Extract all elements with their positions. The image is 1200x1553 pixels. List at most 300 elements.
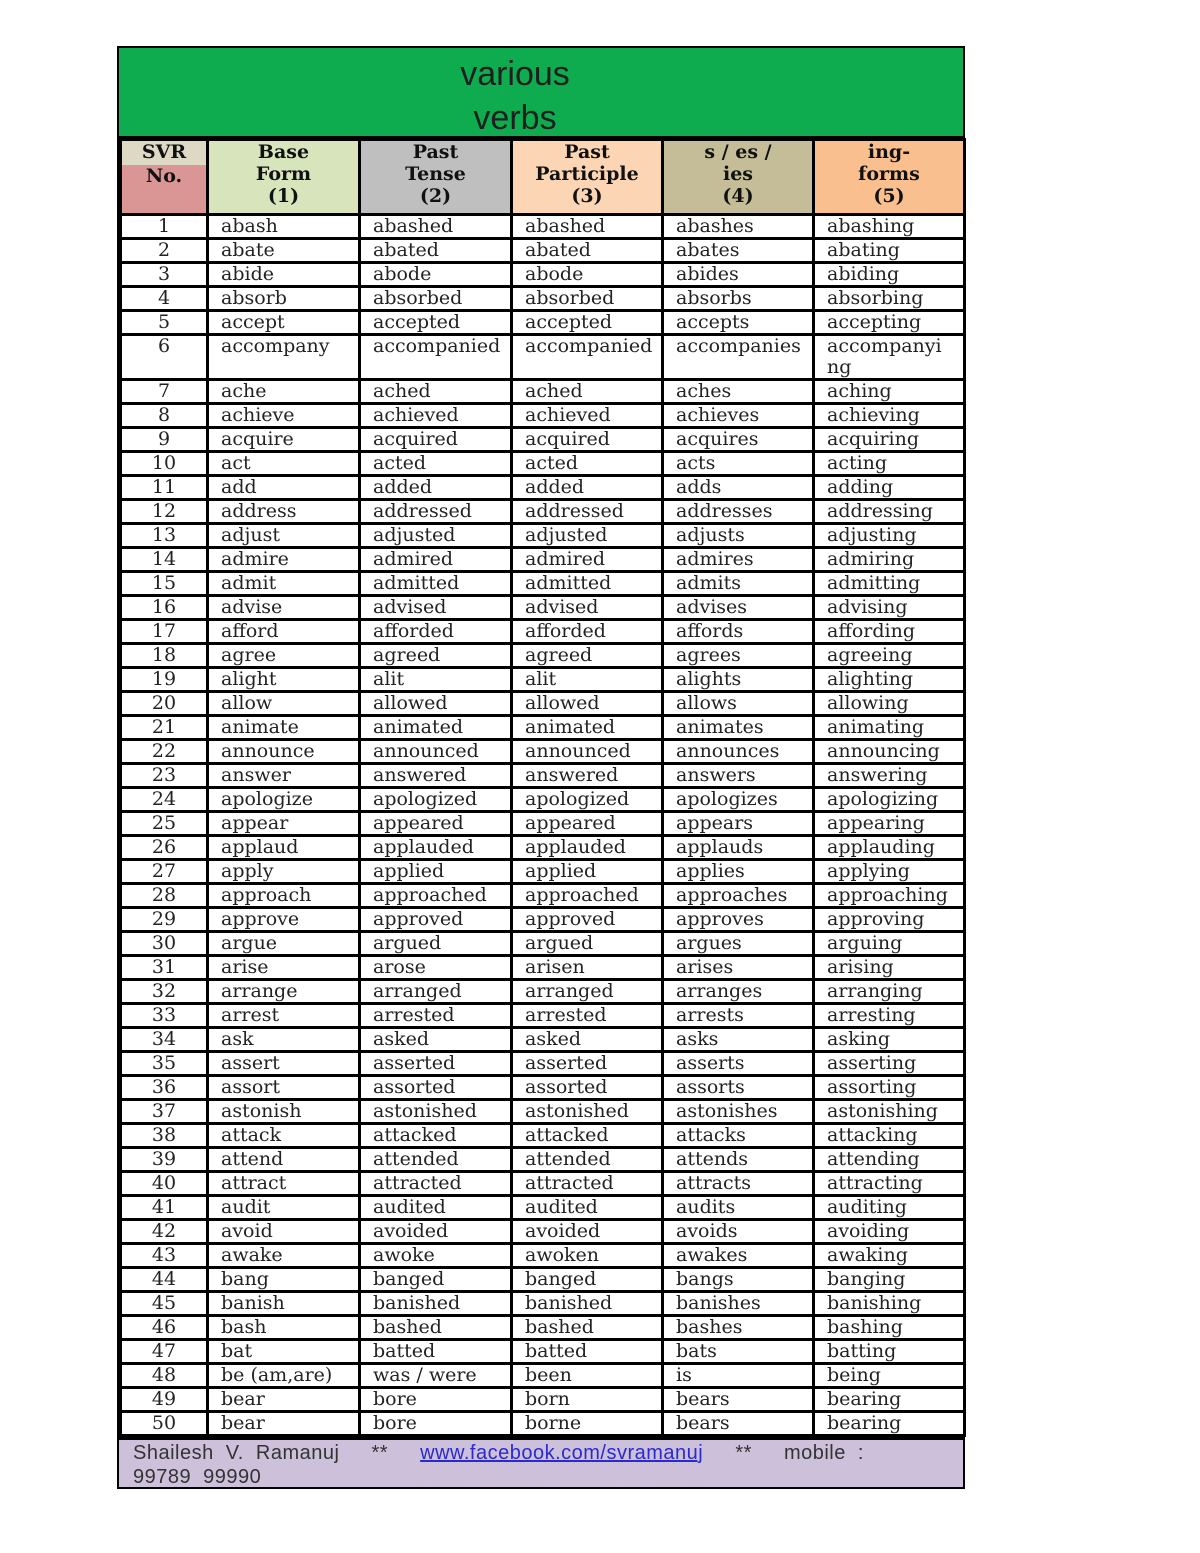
cell-s-es-ies: bats [663, 1340, 814, 1364]
cell-ing-form: astonishing [814, 1100, 965, 1124]
cell-svr-no: 6 [121, 335, 208, 380]
table-row [121, 452, 965, 476]
cell-past-participle: addressed [512, 500, 663, 524]
table-row [121, 1220, 965, 1244]
cell-svr-no: 7 [121, 380, 208, 404]
cell-s-es-ies: answers [663, 764, 814, 788]
cell-base-form: bear [208, 1412, 360, 1436]
cell-past-tense: awoke [360, 1244, 512, 1268]
header-text: (5) [873, 185, 905, 207]
cell-svr-no: 24 [121, 788, 208, 812]
header-base-form [208, 140, 360, 215]
cell-past-participle: asserted [512, 1052, 663, 1076]
cell-past-tense: attracted [360, 1172, 512, 1196]
cell-ing-form: absorbing [814, 287, 965, 311]
cell-past-participle: asked [512, 1028, 663, 1052]
cell-past-participle: arrested [512, 1004, 663, 1028]
cell-ing-form: abashing [814, 215, 965, 239]
table-row [121, 836, 965, 860]
cell-past-participle: advised [512, 596, 663, 620]
title-line-1: various [460, 55, 570, 93]
cell-s-es-ies: avoids [663, 1220, 814, 1244]
table-row [121, 428, 965, 452]
table-row [121, 548, 965, 572]
cell-ing-form: alighting [814, 668, 965, 692]
cell-base-form: attend [208, 1148, 360, 1172]
cell-svr-no: 39 [121, 1148, 208, 1172]
cell-past-participle: animated [512, 716, 663, 740]
cell-s-es-ies: acts [663, 452, 814, 476]
cell-s-es-ies: attracts [663, 1172, 814, 1196]
cell-past-participle: avoided [512, 1220, 663, 1244]
cell-ing-form: achieving [814, 404, 965, 428]
cell-svr-no: 30 [121, 932, 208, 956]
cell-base-form: apply [208, 860, 360, 884]
cell-s-es-ies: argues [663, 932, 814, 956]
cell-past-tense: acted [360, 452, 512, 476]
cell-past-participle: awoken [512, 1244, 663, 1268]
header-text: ing- [867, 141, 911, 163]
cell-svr-no: 31 [121, 956, 208, 980]
cell-past-participle: bashed [512, 1316, 663, 1340]
cell-base-form: bash [208, 1316, 360, 1340]
cell-svr-no: 23 [121, 764, 208, 788]
cell-past-participle: abashed [512, 215, 663, 239]
table-row [121, 932, 965, 956]
table-row [121, 884, 965, 908]
cell-ing-form: adding [814, 476, 965, 500]
header-text: Participle [535, 163, 639, 185]
cell-s-es-ies: affords [663, 620, 814, 644]
cell-svr-no: 33 [121, 1004, 208, 1028]
cell-past-tense: attended [360, 1148, 512, 1172]
table-row [121, 524, 965, 548]
cell-ing-form: bashing [814, 1316, 965, 1340]
cell-svr-no: 3 [121, 263, 208, 287]
cell-base-form: allow [208, 692, 360, 716]
cell-s-es-ies: assorts [663, 1076, 814, 1100]
cell-ing-form: admitting [814, 572, 965, 596]
cell-s-es-ies: awakes [663, 1244, 814, 1268]
cell-svr-no: 11 [121, 476, 208, 500]
cell-ing-form: asking [814, 1028, 965, 1052]
cell-s-es-ies: adds [663, 476, 814, 500]
table-row [121, 1340, 965, 1364]
cell-base-form: attack [208, 1124, 360, 1148]
cell-past-tense: approached [360, 884, 512, 908]
cell-svr-no: 29 [121, 908, 208, 932]
cell-past-tense: arose [360, 956, 512, 980]
table-row [121, 1028, 965, 1052]
cell-past-participle: acted [512, 452, 663, 476]
cell-past-participle: batted [512, 1340, 663, 1364]
table-row [121, 380, 965, 404]
cell-s-es-ies: animates [663, 716, 814, 740]
cell-svr-no: 36 [121, 1076, 208, 1100]
table-row [121, 311, 965, 335]
cell-svr-no: 21 [121, 716, 208, 740]
cell-s-es-ies: admires [663, 548, 814, 572]
table-row [121, 500, 965, 524]
cell-past-participle: absorbed [512, 287, 663, 311]
cell-past-participle: assorted [512, 1076, 663, 1100]
table-row [121, 215, 965, 239]
cell-ing-form: asserting [814, 1052, 965, 1076]
cell-past-tense: appeared [360, 812, 512, 836]
footer-separator: ** [735, 1442, 752, 1464]
cell-past-participle: arisen [512, 956, 663, 980]
cell-past-tense: admitted [360, 572, 512, 596]
table-row [121, 908, 965, 932]
cell-past-participle: born [512, 1388, 663, 1412]
cell-base-form: ask [208, 1028, 360, 1052]
header-text: (4) [722, 185, 754, 207]
cell-s-es-ies: agrees [663, 644, 814, 668]
cell-s-es-ies: arises [663, 956, 814, 980]
cell-svr-no: 10 [121, 452, 208, 476]
cell-past-tense: assorted [360, 1076, 512, 1100]
cell-base-form: alight [208, 668, 360, 692]
header-text: (1) [267, 185, 300, 207]
header-svr-top: SVR [122, 141, 206, 165]
cell-past-tense: applied [360, 860, 512, 884]
header-past-tense [360, 140, 512, 215]
table-row [121, 1292, 965, 1316]
header-text: Past [412, 141, 459, 163]
cell-past-participle: acquired [512, 428, 663, 452]
cell-base-form: accompany [208, 335, 360, 380]
cell-base-form: astonish [208, 1100, 360, 1124]
table-row [121, 668, 965, 692]
cell-svr-no: 37 [121, 1100, 208, 1124]
cell-past-tense: acquired [360, 428, 512, 452]
cell-s-es-ies: acquires [663, 428, 814, 452]
cell-s-es-ies: achieves [663, 404, 814, 428]
cell-s-es-ies: apologizes [663, 788, 814, 812]
cell-svr-no: 28 [121, 884, 208, 908]
cell-svr-no: 41 [121, 1196, 208, 1220]
cell-base-form: appear [208, 812, 360, 836]
cell-s-es-ies: banishes [663, 1292, 814, 1316]
cell-ing-form: admiring [814, 548, 965, 572]
cell-s-es-ies: audits [663, 1196, 814, 1220]
cell-ing-form: advising [814, 596, 965, 620]
cell-svr-no: 45 [121, 1292, 208, 1316]
cell-svr-no: 27 [121, 860, 208, 884]
cell-past-participle: adjusted [512, 524, 663, 548]
table-row [121, 335, 965, 380]
cell-past-participle: agreed [512, 644, 663, 668]
cell-base-form: animate [208, 716, 360, 740]
cell-past-participle: admitted [512, 572, 663, 596]
cell-past-tense: agreed [360, 644, 512, 668]
cell-ing-form: attending [814, 1148, 965, 1172]
cell-base-form: avoid [208, 1220, 360, 1244]
cell-past-tense: batted [360, 1340, 512, 1364]
cell-svr-no: 34 [121, 1028, 208, 1052]
table-row [121, 692, 965, 716]
footer-author: Shailesh V. Ramanuj [133, 1442, 340, 1464]
cell-past-participle: appeared [512, 812, 663, 836]
table-row [121, 1388, 965, 1412]
cell-svr-no: 1 [121, 215, 208, 239]
cell-base-form: arise [208, 956, 360, 980]
cell-ing-form: approving [814, 908, 965, 932]
table-row [121, 1412, 965, 1436]
cell-svr-no: 46 [121, 1316, 208, 1340]
cell-base-form: admire [208, 548, 360, 572]
cell-base-form: answer [208, 764, 360, 788]
cell-ing-form: attracting [814, 1172, 965, 1196]
cell-ing-form: applauding [814, 836, 965, 860]
cell-base-form: agree [208, 644, 360, 668]
cell-past-participle: astonished [512, 1100, 663, 1124]
cell-s-es-ies: bears [663, 1388, 814, 1412]
table-row [121, 1364, 965, 1388]
cell-base-form: abide [208, 263, 360, 287]
cell-s-es-ies: arranges [663, 980, 814, 1004]
cell-s-es-ies: approaches [663, 884, 814, 908]
cell-svr-no: 16 [121, 596, 208, 620]
cell-s-es-ies: is [663, 1364, 814, 1388]
cell-past-tense: abated [360, 239, 512, 263]
cell-base-form: assort [208, 1076, 360, 1100]
cell-past-participle: achieved [512, 404, 663, 428]
cell-base-form: abash [208, 215, 360, 239]
cell-ing-form: apologizing [814, 788, 965, 812]
cell-past-participle: banged [512, 1268, 663, 1292]
cell-past-tense: asked [360, 1028, 512, 1052]
cell-svr-no: 48 [121, 1364, 208, 1388]
cell-s-es-ies: bashes [663, 1316, 814, 1340]
cell-s-es-ies: attends [663, 1148, 814, 1172]
cell-svr-no: 5 [121, 311, 208, 335]
cell-past-participle: approached [512, 884, 663, 908]
title-line-2: verbs [473, 99, 557, 137]
cell-s-es-ies: alights [663, 668, 814, 692]
table-row [121, 1052, 965, 1076]
cell-past-tense: bore [360, 1412, 512, 1436]
table-row [121, 860, 965, 884]
cell-base-form: arrange [208, 980, 360, 1004]
cell-past-tense: addressed [360, 500, 512, 524]
cell-base-form: absorb [208, 287, 360, 311]
cell-ing-form: arguing [814, 932, 965, 956]
cell-past-participle: approved [512, 908, 663, 932]
cell-svr-no: 32 [121, 980, 208, 1004]
cell-past-participle: admired [512, 548, 663, 572]
header-text: s / es / [704, 141, 772, 163]
footer-credits [119, 1437, 963, 1487]
cell-past-tense: animated [360, 716, 512, 740]
cell-past-tense: abashed [360, 215, 512, 239]
cell-past-tense: allowed [360, 692, 512, 716]
cell-past-participle: answered [512, 764, 663, 788]
table-row [121, 644, 965, 668]
cell-s-es-ies: asks [663, 1028, 814, 1052]
cell-base-form: admit [208, 572, 360, 596]
cell-past-tense: audited [360, 1196, 512, 1220]
table-row [121, 716, 965, 740]
header-svr-no [121, 140, 208, 215]
cell-ing-form: affording [814, 620, 965, 644]
cell-past-tense: bashed [360, 1316, 512, 1340]
cell-s-es-ies: asserts [663, 1052, 814, 1076]
cell-ing-form: awaking [814, 1244, 965, 1268]
cell-ing-form: attacking [814, 1124, 965, 1148]
verb-sheet [117, 46, 965, 1489]
cell-past-participle: been [512, 1364, 663, 1388]
cell-s-es-ies: appears [663, 812, 814, 836]
cell-ing-form: abating [814, 239, 965, 263]
cell-past-participle: applauded [512, 836, 663, 860]
cell-base-form: accept [208, 311, 360, 335]
cell-ing-form: assorting [814, 1076, 965, 1100]
cell-ing-form: accompanying [814, 335, 965, 380]
cell-past-participle: afforded [512, 620, 663, 644]
cell-svr-no: 47 [121, 1340, 208, 1364]
cell-base-form: be (am,are) [208, 1364, 360, 1388]
cell-svr-no: 40 [121, 1172, 208, 1196]
cell-base-form: bat [208, 1340, 360, 1364]
cell-past-tense: abode [360, 263, 512, 287]
cell-past-tense: bore [360, 1388, 512, 1412]
cell-base-form: abate [208, 239, 360, 263]
verbs-table [119, 138, 966, 1437]
cell-s-es-ies: addresses [663, 500, 814, 524]
header-row [121, 140, 965, 215]
cell-past-participle: banished [512, 1292, 663, 1316]
cell-s-es-ies: absorbs [663, 287, 814, 311]
header-text: Form [255, 163, 312, 185]
table-row [121, 1100, 965, 1124]
cell-s-es-ies: approves [663, 908, 814, 932]
cell-svr-no: 12 [121, 500, 208, 524]
table-row [121, 764, 965, 788]
cell-s-es-ies: aches [663, 380, 814, 404]
cell-ing-form: banging [814, 1268, 965, 1292]
cell-ing-form: appearing [814, 812, 965, 836]
cell-past-tense: was / were [360, 1364, 512, 1388]
cell-s-es-ies: arrests [663, 1004, 814, 1028]
cell-s-es-ies: adjusts [663, 524, 814, 548]
cell-ing-form: banishing [814, 1292, 965, 1316]
cell-ing-form: accepting [814, 311, 965, 335]
cell-past-participle: abated [512, 239, 663, 263]
cell-svr-no: 8 [121, 404, 208, 428]
cell-s-es-ies: abides [663, 263, 814, 287]
cell-s-es-ies: applauds [663, 836, 814, 860]
cell-past-tense: banged [360, 1268, 512, 1292]
facebook-link[interactable]: www.facebook.com/svramanuj [420, 1442, 704, 1464]
cell-svr-no: 20 [121, 692, 208, 716]
cell-past-tense: admired [360, 548, 512, 572]
cell-s-es-ies: accompanies [663, 335, 814, 380]
table-row [121, 980, 965, 1004]
cell-past-participle: attended [512, 1148, 663, 1172]
cell-past-tense: astonished [360, 1100, 512, 1124]
cell-past-participle: accompanied [512, 335, 663, 380]
cell-ing-form: acquiring [814, 428, 965, 452]
cell-s-es-ies: attacks [663, 1124, 814, 1148]
table-row [121, 404, 965, 428]
cell-past-tense: alit [360, 668, 512, 692]
cell-svr-no: 22 [121, 740, 208, 764]
cell-base-form: applaud [208, 836, 360, 860]
cell-past-tense: asserted [360, 1052, 512, 1076]
table-row [121, 572, 965, 596]
cell-base-form: arrest [208, 1004, 360, 1028]
table-row [121, 812, 965, 836]
cell-ing-form: abiding [814, 263, 965, 287]
cell-svr-no: 26 [121, 836, 208, 860]
cell-past-participle: announced [512, 740, 663, 764]
header-text: Past [564, 141, 610, 163]
cell-svr-no: 38 [121, 1124, 208, 1148]
cell-base-form: argue [208, 932, 360, 956]
cell-s-es-ies: admits [663, 572, 814, 596]
cell-svr-no: 49 [121, 1388, 208, 1412]
cell-past-participle: arranged [512, 980, 663, 1004]
cell-ing-form: adjusting [814, 524, 965, 548]
cell-past-tense: announced [360, 740, 512, 764]
table-row [121, 596, 965, 620]
cell-base-form: achieve [208, 404, 360, 428]
header-ing-forms [814, 140, 965, 215]
cell-svr-no: 44 [121, 1268, 208, 1292]
cell-ing-form: acting [814, 452, 965, 476]
table-row [121, 1076, 965, 1100]
cell-svr-no: 13 [121, 524, 208, 548]
cell-base-form: advise [208, 596, 360, 620]
cell-ing-form: animating [814, 716, 965, 740]
header-svr-bottom: No. [122, 165, 206, 213]
cell-base-form: announce [208, 740, 360, 764]
cell-past-tense: apologized [360, 788, 512, 812]
table-row [121, 1124, 965, 1148]
cell-svr-no: 15 [121, 572, 208, 596]
cell-s-es-ies: bears [663, 1412, 814, 1436]
cell-past-participle: applied [512, 860, 663, 884]
cell-past-participle: allowed [512, 692, 663, 716]
header-text: ies [722, 163, 753, 185]
cell-base-form: adjust [208, 524, 360, 548]
table-row [121, 1148, 965, 1172]
cell-past-tense: arranged [360, 980, 512, 1004]
cell-past-participle: borne [512, 1412, 663, 1436]
cell-s-es-ies: abashes [663, 215, 814, 239]
cell-ing-form: bearing [814, 1412, 965, 1436]
cell-base-form: attract [208, 1172, 360, 1196]
cell-s-es-ies: abates [663, 239, 814, 263]
cell-ing-form: allowing [814, 692, 965, 716]
cell-svr-no: 4 [121, 287, 208, 311]
cell-ing-form: applying [814, 860, 965, 884]
footer-separator: ** [371, 1442, 389, 1464]
cell-past-tense: argued [360, 932, 512, 956]
cell-past-participle: accepted [512, 311, 663, 335]
cell-past-tense: applauded [360, 836, 512, 860]
cell-past-participle: abode [512, 263, 663, 287]
table-row [121, 1244, 965, 1268]
cell-base-form: act [208, 452, 360, 476]
cell-ing-form: batting [814, 1340, 965, 1364]
footer-mobile-number: 99789 99990 [133, 1466, 262, 1488]
cell-s-es-ies: applies [663, 860, 814, 884]
cell-past-tense: arrested [360, 1004, 512, 1028]
cell-ing-form: aching [814, 380, 965, 404]
cell-base-form: audit [208, 1196, 360, 1220]
